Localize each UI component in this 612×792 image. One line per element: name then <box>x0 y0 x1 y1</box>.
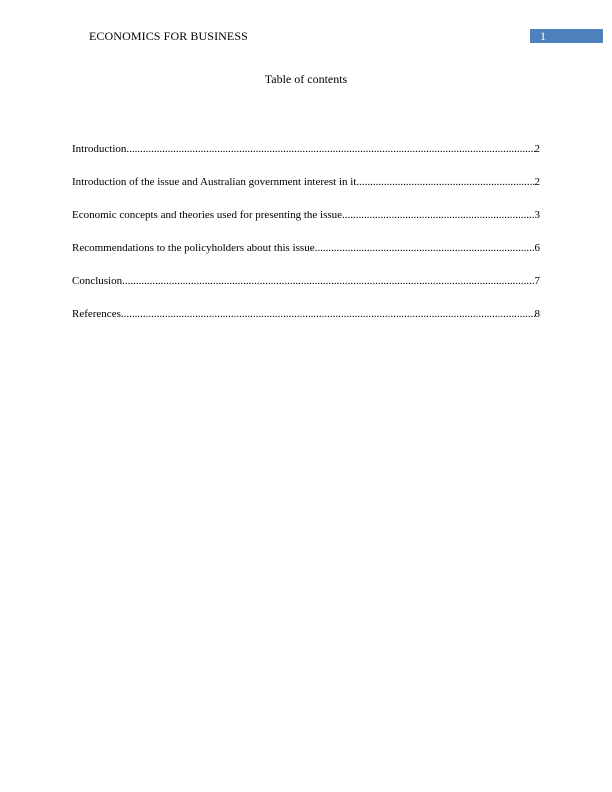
toc-entry-recommendations[interactable] <box>72 241 540 255</box>
page-number-badge <box>530 29 603 43</box>
toc-entry-conclusion[interactable] <box>72 274 540 288</box>
toc-dot-leader <box>121 307 535 321</box>
toc-entry-issue-and-government-interest[interactable] <box>72 175 540 189</box>
toc-dot-leader <box>122 274 534 288</box>
toc-entry-title: Introduction of the issue and Australian government interest in it <box>72 176 357 188</box>
toc-entry-economic-concepts[interactable] <box>72 208 540 222</box>
toc-entry-title: Introduction <box>72 143 127 155</box>
toc-entry-page: 8 <box>534 308 540 320</box>
toc-entry-title: Conclusion <box>72 275 123 287</box>
page-number: 1 <box>540 29 546 43</box>
toc-dot-leader <box>356 175 534 189</box>
toc-entry-title: References <box>72 308 121 320</box>
toc-dot-leader <box>342 208 534 222</box>
toc-entry-page: 2 <box>534 143 540 155</box>
toc-entry-introduction[interactable] <box>72 142 540 156</box>
header-title: ECONOMICS FOR BUSINESS <box>89 29 248 43</box>
toc-entry-page: 6 <box>534 242 540 254</box>
toc-entry-title: Economic concepts and theories used for presenting the issue <box>72 209 343 221</box>
toc-entry-references[interactable] <box>72 307 540 321</box>
toc-entry-page: 7 <box>534 275 540 287</box>
toc-dot-leader <box>315 241 535 255</box>
table-of-contents <box>72 142 540 340</box>
toc-entry-title: Recommendations to the policyholders about this issue <box>72 242 315 254</box>
toc-entry-page: 2 <box>534 176 540 188</box>
toc-heading: Table of contents <box>264 72 348 86</box>
toc-dot-leader <box>126 142 534 156</box>
toc-entry-page: 3 <box>534 209 540 221</box>
